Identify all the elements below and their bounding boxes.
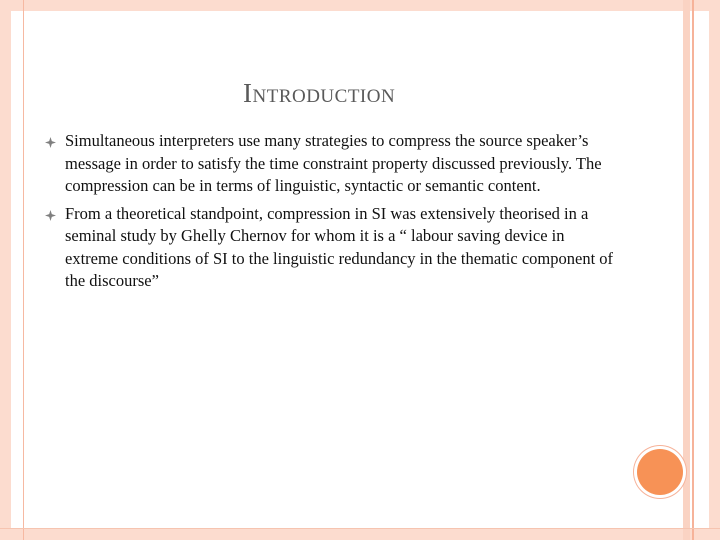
bullet-list	[45, 130, 620, 298]
right-accent-line	[692, 0, 694, 540]
bullet-item	[45, 130, 620, 198]
slide-title: Introduction	[243, 78, 396, 108]
right-accent-band	[683, 0, 690, 540]
diamond-bullet-icon	[45, 137, 56, 148]
diamond-bullet-icon	[45, 210, 56, 221]
bullet-text: Simultaneous interpreters use many strategies to compress the source speaker’s message in order to satisfy the time constraint property discussed previously. The compression can be in terms of linguistic, syntactic or semantic content.	[65, 131, 602, 195]
left-accent-line	[23, 0, 24, 540]
bullet-text: From a theoretical standpoint, compression in SI was extensively theorised in a seminal study by Ghelly Chernov for whom it is a “ labour saving device in extreme conditions of SI to the linguistic redundancy in the thematic component of the discourse”	[65, 203, 614, 290]
bottom-accent-line	[0, 528, 720, 529]
bullet-item	[45, 203, 620, 293]
orange-circle-decoration	[637, 449, 683, 495]
